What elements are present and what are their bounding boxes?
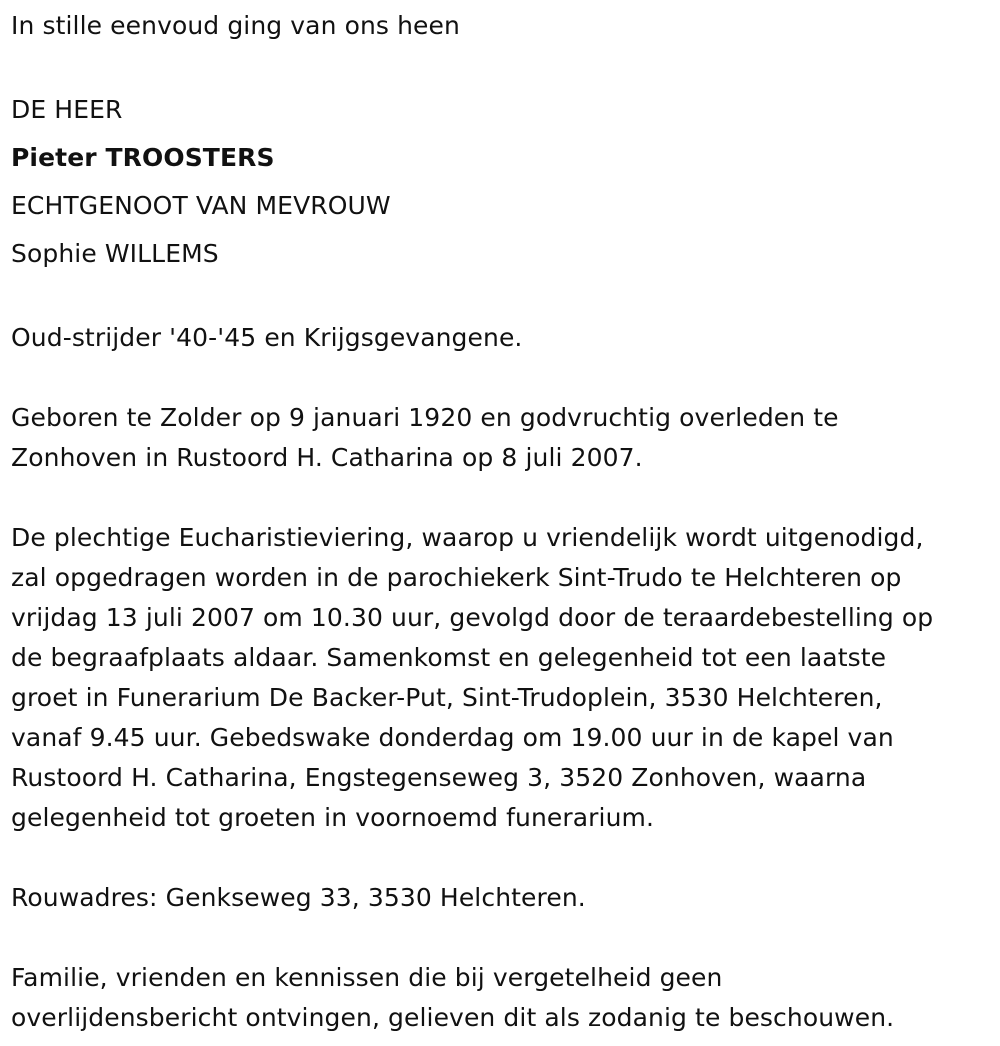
closing-line: overlijdensbericht ontvingen, gelieven dit als zodanig te beschouwen.	[11, 1003, 895, 1032]
birth-death-line: Geboren te Zolder op 9 januari 1920 en godvruchtig overleden te	[11, 403, 839, 432]
spacer	[11, 278, 990, 318]
ceremony-line: vrijdag 13 juli 2007 om 10.30 uur, gevolgd door de teraardebestelling op	[11, 603, 934, 632]
honorific: DE HEER	[11, 95, 123, 124]
spouse-label: ECHTGENOOT VAN MEVROUW	[11, 191, 391, 220]
birth-death-line: Zonhoven in Rustoord H. Catharina op 8 juli 2007.	[11, 443, 643, 472]
spouse-name: Sophie WILLEMS	[11, 239, 219, 268]
ceremony-line: zal opgedragen worden in de parochiekerk Sint-Trudo te Helchteren op	[11, 563, 902, 592]
closing-line: Familie, vrienden en kennissen die bij vergetelheid geen	[11, 963, 723, 992]
spacer	[11, 918, 990, 958]
veteran-text: Oud-strijder '40-'45 en Krijgsgevangene.	[11, 323, 523, 352]
spacer	[11, 838, 990, 878]
spacer	[11, 46, 990, 86]
spacer	[11, 478, 990, 518]
ceremony-line: De plechtige Eucharistieviering, waarop u vriendelijk wordt uitgenodigd,	[11, 523, 924, 552]
ceremony-line: groet in Funerarium De Backer-Put, Sint-Trudoplein, 3530 Helchteren,	[11, 683, 883, 712]
ceremony-line: vanaf 9.45 uur. Gebedswake donderdag om 19.00 uur in de kapel van	[11, 723, 894, 752]
mourning-address: Rouwadres: Genkseweg 33, 3530 Helchteren.	[11, 883, 586, 912]
deceased-name: Pieter TROOSTERS	[11, 143, 275, 172]
ceremony-line: gelegenheid tot groeten in voornoemd funerarium.	[11, 803, 655, 832]
ceremony-line: de begraafplaats aldaar. Samenkomst en gelegenheid tot een laatste	[11, 643, 887, 672]
intro-text: In stille eenvoud ging van ons heen	[11, 11, 460, 40]
ceremony-line: Rustoord H. Catharina, Engstegenseweg 3, 3520 Zonhoven, waarna	[11, 763, 867, 792]
spacer	[11, 358, 990, 398]
